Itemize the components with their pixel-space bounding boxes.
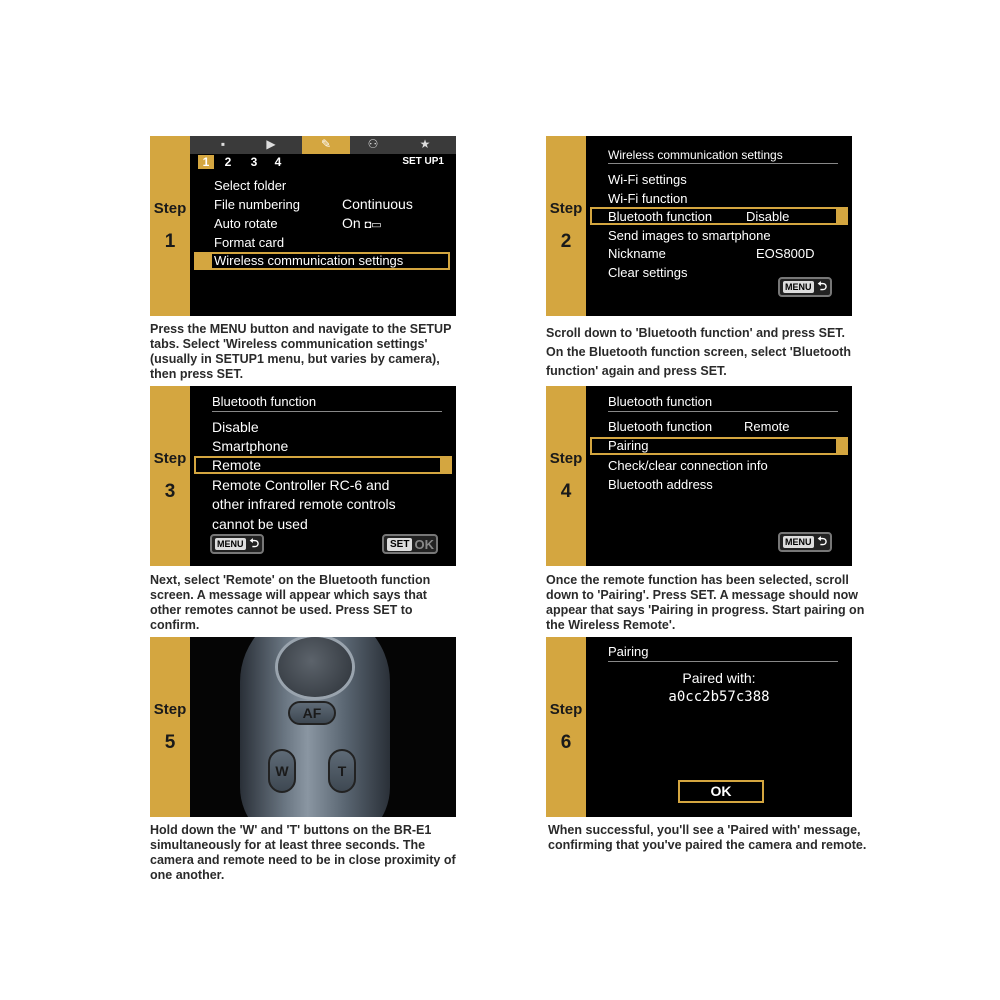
step-number: 2 [560, 230, 572, 252]
menu-item-auto-rotate[interactable]: Auto rotate [214, 216, 278, 231]
my-menu-tab-icon[interactable]: ⚇ [367, 137, 379, 151]
menu-back-button[interactable] [778, 277, 832, 297]
step-number: 1 [164, 230, 176, 252]
auto-rotate-value-text: On [342, 215, 361, 231]
paired-device-id: a0cc2b57c388 [668, 689, 770, 705]
menu-button-label: MENU [785, 537, 812, 547]
setup-tab-label: SET UP1 [402, 156, 444, 167]
camera-screen [586, 386, 852, 566]
step-1-caption: Press the MENU button and navigate to the SETUP tabs. Select 'Wireless communication settings' (usually in SETUP1 menu, but varies by camera), then press SET. [150, 322, 452, 381]
back-arrow-icon: ⮌ [817, 278, 828, 293]
camera-screen [586, 136, 852, 316]
camera-monitor-icon: ◘▭ [364, 219, 382, 231]
ok-label: OK [414, 536, 434, 552]
caption-line: function' again and press SET. [546, 364, 727, 378]
option-remote[interactable]: Remote [212, 457, 262, 473]
file-numbering-value: Continuous [342, 196, 413, 212]
step-number: 5 [164, 731, 176, 753]
subtab-4[interactable]: 4 [274, 155, 282, 169]
step-4-card [546, 386, 852, 566]
step-word: Step [153, 449, 187, 467]
screen-title: Wireless communication settings [608, 148, 783, 162]
step-number: 3 [164, 480, 176, 502]
menu-back-button[interactable] [778, 532, 832, 552]
menu-tab-bar [190, 136, 456, 154]
camera-screen [586, 637, 852, 817]
menu-item-wifi-function[interactable]: Wi-Fi function [608, 191, 688, 206]
step-6-card [546, 637, 852, 817]
menu-item-pairing[interactable]: Pairing [608, 438, 649, 453]
menu-item-bluetooth-function[interactable]: Bluetooth function [608, 419, 713, 434]
option-disable[interactable]: Disable [212, 419, 259, 435]
step-word: Step [153, 700, 187, 718]
bluetooth-function-value: Disable [746, 209, 790, 224]
camera-screen [190, 136, 456, 316]
subtab-2[interactable]: 2 [224, 155, 232, 169]
title-divider [608, 661, 838, 662]
subtab-1[interactable]: 1 [198, 155, 214, 169]
step-3-caption: Next, select 'Remote' on the Bluetooth function screen. A message will appear which says that other remotes cannot be used. Press SET to confirm. [150, 573, 431, 632]
step-word: Step [549, 199, 583, 217]
menu-item-format-card[interactable]: Format card [214, 235, 285, 250]
step-3-tab [150, 386, 190, 566]
screen-title: Pairing [608, 644, 649, 659]
menu-item-wifi-settings[interactable]: Wi-Fi settings [608, 172, 687, 187]
subtab-3[interactable]: 3 [250, 155, 258, 169]
menu-item-bluetooth-function[interactable]: Bluetooth function [608, 209, 713, 224]
nickname-value: EOS800D [756, 246, 815, 261]
screen-title: Bluetooth function [212, 394, 317, 409]
step-2-caption [546, 324, 866, 381]
back-arrow-icon: ⮌ [817, 533, 828, 548]
step-5-caption: Hold down the 'W' and 'T' buttons on the BR-E1 simultaneously for at least three seconds. The camera and remote need to be in close proximity of one another. [150, 823, 456, 882]
w-button[interactable]: W [268, 749, 296, 793]
af-button[interactable]: AF [288, 701, 336, 725]
step-4-tab [546, 386, 586, 566]
menu-item-select-folder[interactable]: Select folder [214, 178, 287, 193]
step-3-card [150, 386, 456, 566]
remote-dial [278, 637, 352, 697]
wrench-icon: ✎ [320, 137, 332, 151]
playback-tab-icon[interactable]: ▶ [266, 137, 276, 151]
star-icon[interactable]: ★ [419, 137, 431, 151]
set-button-label: SET [387, 538, 412, 551]
ok-button[interactable]: OK [678, 780, 764, 803]
step-word: Step [549, 449, 583, 467]
option-smartphone[interactable]: Smartphone [212, 438, 289, 454]
step-6-caption: When successful, you'll see a 'Paired with' message, confirming that you've paired the camera and remote. [548, 823, 867, 852]
bluetooth-function-value: Remote [744, 419, 790, 434]
caption-line: On the Bluetooth function screen, select 'Bluetooth [546, 345, 852, 359]
camera-tab-icon[interactable]: ▪ [220, 137, 226, 151]
screen-title: Bluetooth function [608, 394, 713, 409]
menu-item-clear-settings[interactable]: Clear settings [608, 265, 688, 280]
menu-item-file-numbering[interactable]: File numbering [214, 197, 300, 212]
step-1-tab [150, 136, 190, 316]
step-1-card [150, 136, 456, 316]
menu-item-bluetooth-address[interactable]: Bluetooth address [608, 477, 713, 492]
menu-item-wireless-settings[interactable]: Wireless communication settings [214, 253, 404, 268]
step-word: Step [153, 199, 187, 217]
menu-item-check-clear[interactable]: Check/clear connection info [608, 458, 768, 473]
auto-rotate-value [342, 215, 382, 231]
step-number: 6 [560, 731, 572, 753]
message-line-2: other infrared remote controls [212, 496, 396, 512]
t-button[interactable]: T [328, 749, 356, 793]
menu-item-send-images[interactable]: Send images to smartphone [608, 228, 771, 243]
menu-item-nickname[interactable]: Nickname [608, 246, 666, 261]
step-word: Step [549, 700, 583, 718]
setup-subtabs [190, 154, 456, 170]
caption-line: Scroll down to 'Bluetooth function' and press SET. [546, 326, 846, 340]
menu-button-label: MENU [217, 539, 244, 549]
paired-with-label: Paired with: [682, 670, 756, 686]
menu-back-button[interactable] [210, 534, 264, 554]
set-ok-button[interactable] [382, 534, 438, 554]
step-4-caption: Once the remote function has been selected, scroll down to 'Pairing'. Press SET. A message should now appear that says 'Pairing in progress. Start pairing on the Wireless Remote'. [546, 573, 865, 632]
title-divider [608, 411, 838, 412]
message-line-3: cannot be used [212, 516, 308, 532]
title-divider [608, 163, 838, 164]
step-6-tab [546, 637, 586, 817]
message-line-1: Remote Controller RC-6 and [212, 477, 390, 493]
title-divider [212, 411, 442, 412]
remote-photo [190, 637, 456, 817]
camera-screen [190, 386, 456, 566]
step-5-tab [150, 637, 190, 817]
step-number: 4 [560, 480, 572, 502]
step-2-tab [546, 136, 586, 316]
back-arrow-icon: ⮌ [249, 535, 260, 550]
step-5-card [150, 637, 456, 817]
menu-button-label: MENU [785, 282, 812, 292]
step-2-card [546, 136, 852, 316]
